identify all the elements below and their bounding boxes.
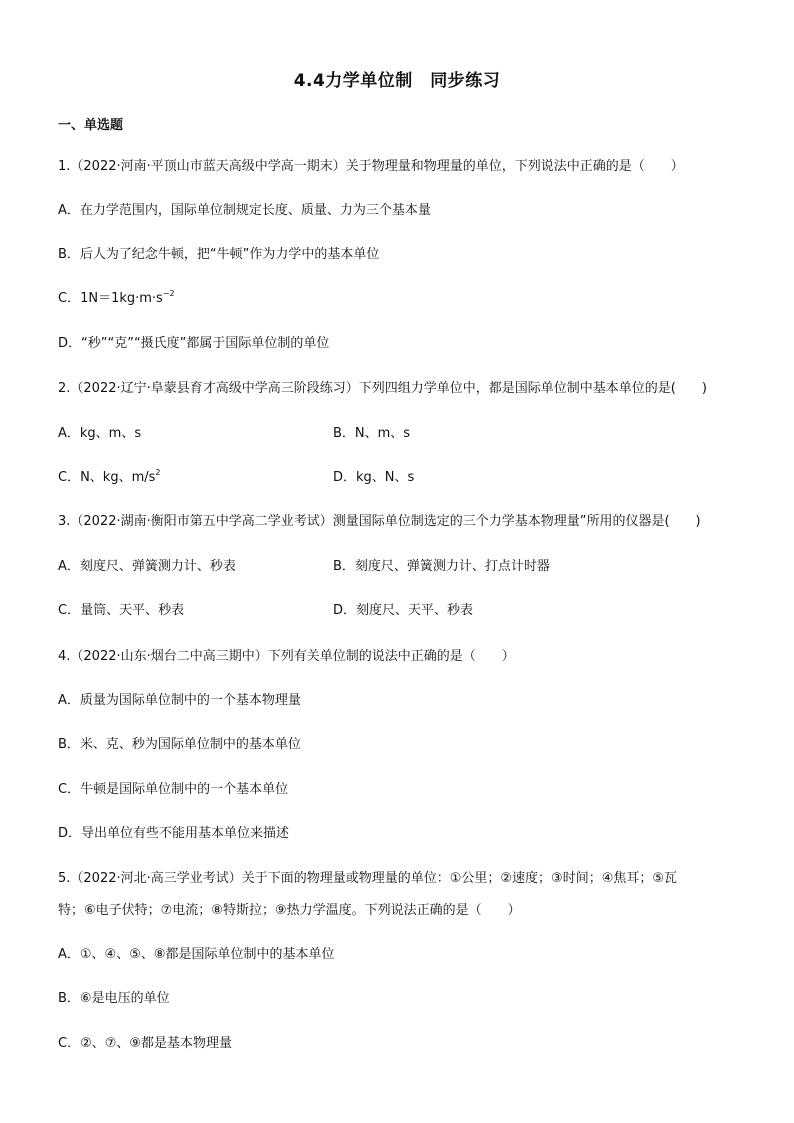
question-4-option-d: D．导出单位有些不能用基本单位来描述	[58, 826, 290, 841]
question-2-option-a: A．kg、m、s	[58, 426, 142, 441]
question-4-option-c: C．牛顿是国际单位制中的一个基本单位	[58, 782, 289, 797]
option-c-text: C．N、kg、m/s	[58, 470, 156, 485]
question-1-option-b: B．后人为了纪念牛顿，把“牛顿”作为力学中的基本单位	[58, 247, 380, 262]
question-3-stem: 3.（2022·湖南·衡阳市第五中学高二学业考试）测量国际单位制选定的三个力学基本物理量”所用的仪器是( )	[58, 514, 701, 529]
question-2-option-d: D．kg、N、s	[333, 470, 415, 485]
question-5-stem-line-2: 特；⑥电子伏特；⑦电流；⑧特斯拉；⑨热力学温度。下列说法正确的是（ ）	[58, 903, 521, 918]
question-5-option-c: C．②、⑦、⑨都是基本物理量	[58, 1036, 233, 1051]
question-5-option-b: B．⑥是电压的单位	[58, 991, 170, 1006]
option-c-exponent: −2	[162, 289, 175, 298]
question-3-option-d: D．刻度尺、天平、秒表	[333, 603, 474, 618]
question-4-option-a: A．质量为国际单位制中的一个基本物理量	[58, 693, 301, 708]
question-4-stem: 4.（2022·山东·烟台二中高三期中）下列有关单位制的说法中正确的是（ ）	[58, 649, 515, 664]
section-heading: 一、单选题	[58, 118, 124, 133]
question-2-option-b: B．N、m、s	[333, 426, 411, 441]
question-1-option-a: A．在力学范围内，国际单位制规定长度、质量、力为三个基本量	[58, 203, 431, 218]
question-4-option-b: B．米、克、秒为国际单位制中的基本单位	[58, 737, 301, 752]
question-5-stem-line-1: 5.（2022·河北·高三学业考试）关于下面的物理量或物理量的单位：①公里；②速度；③时间；④焦耳；⑤瓦	[58, 871, 678, 886]
question-1-option-c	[58, 289, 175, 309]
question-3-option-a: A．刻度尺、弹簧测力计、秒表	[58, 559, 236, 574]
question-2-option-c	[58, 468, 161, 488]
question-2-stem: 2.（2022·辽宁·阜蒙县育才高级中学高三阶段练习）下列四组力学单位中，都是国际单位制中基本单位的是( )	[58, 381, 707, 396]
option-c-exponent: 2	[155, 468, 161, 477]
question-1-stem: 1.（2022·河南·平顶山市蓝天高级中学高一期末）关于物理量和物理量的单位，下列说法中正确的是（ ）	[58, 159, 684, 174]
question-1-option-d: D．“秒”“克”“摄氏度”都属于国际单位制的单位	[58, 336, 330, 351]
question-3-option-b: B．刻度尺、弹簧测力计、打点计时器	[333, 559, 550, 574]
page-title: 4.4力学单位制 同步练习	[293, 71, 501, 91]
question-3-option-c: C．量筒、天平、秒表	[58, 603, 185, 618]
question-5-option-a: A．①、④、⑤、⑧都是国际单位制中的基本单位	[58, 947, 335, 962]
option-c-text: C．1N＝1kg·m·s	[58, 291, 163, 306]
